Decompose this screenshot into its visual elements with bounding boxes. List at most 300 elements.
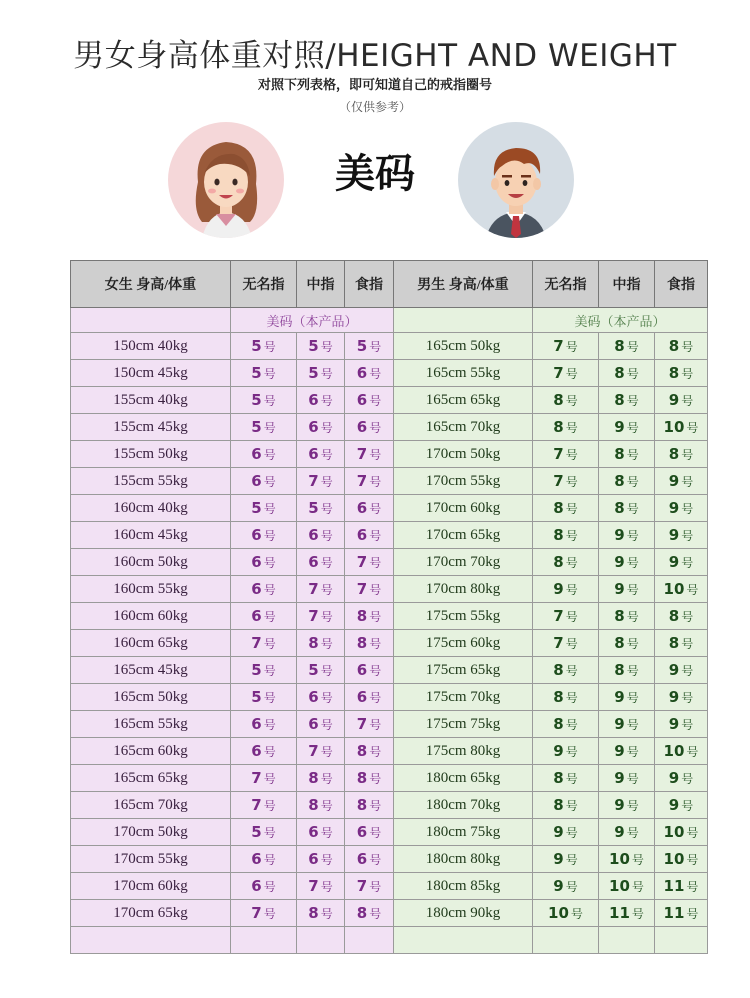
female-ring-finger-size-cell xyxy=(231,495,297,522)
male-index-finger-size-cell xyxy=(655,846,708,873)
male-middle-finger-size-cell xyxy=(599,360,655,387)
size-unit: 号 xyxy=(681,529,694,543)
size-number: 9 xyxy=(668,769,680,787)
size-number: 6 xyxy=(308,526,319,544)
size-number: 5 xyxy=(251,337,262,355)
female-size-system-label: 美码（本产品） xyxy=(231,308,394,333)
size-unit: 号 xyxy=(565,340,578,354)
size-unit: 号 xyxy=(320,745,333,759)
size-unit: 号 xyxy=(626,718,639,732)
size-unit: 号 xyxy=(320,853,333,867)
female-height-weight-cell: 170cm 65kg xyxy=(71,900,231,927)
size-number: 9 xyxy=(614,580,625,598)
size-number: 6 xyxy=(251,580,262,598)
female-middle-finger-size-cell xyxy=(297,333,345,360)
size-unit: 号 xyxy=(565,610,578,624)
size-unit: 号 xyxy=(626,340,639,354)
blank-cell xyxy=(345,927,394,954)
size-unit: 号 xyxy=(565,637,578,651)
size-number: 9 xyxy=(668,391,680,409)
size-unit: 号 xyxy=(263,799,276,813)
size-number: 6 xyxy=(356,364,368,382)
table-row xyxy=(71,576,708,603)
female-index-finger-size-cell xyxy=(345,630,394,657)
size-number: 9 xyxy=(553,823,564,841)
page-title: 男女身高体重对照/HEIGHT AND WEIGHT xyxy=(73,38,677,74)
female-ring-finger-size-cell xyxy=(231,873,297,900)
male-ring-finger-size-cell xyxy=(533,900,599,927)
table-row xyxy=(71,414,708,441)
size-number: 5 xyxy=(308,661,319,679)
size-unit: 号 xyxy=(263,880,276,894)
size-number: 7 xyxy=(356,877,368,895)
size-number: 5 xyxy=(308,364,319,382)
female-index-finger-size-cell xyxy=(345,549,394,576)
male-middle-finger-size-cell xyxy=(599,333,655,360)
size-unit: 号 xyxy=(626,772,639,786)
male-middle-finger-size-cell xyxy=(599,468,655,495)
size-unit: 号 xyxy=(263,610,276,624)
female-index-finger-size-cell xyxy=(345,819,394,846)
female-index-finger-size-cell xyxy=(345,522,394,549)
size-unit: 号 xyxy=(681,718,694,732)
size-number: 6 xyxy=(356,391,368,409)
size-number: 7 xyxy=(553,337,564,355)
table-row xyxy=(71,522,708,549)
size-number: 8 xyxy=(356,634,368,652)
size-unit: 号 xyxy=(320,799,333,813)
size-unit: 号 xyxy=(369,664,382,678)
size-number: 7 xyxy=(356,445,368,463)
size-number: 5 xyxy=(251,418,262,436)
female-ring-finger-size-cell xyxy=(231,765,297,792)
size-number: 9 xyxy=(614,796,625,814)
female-middle-finger-size-cell xyxy=(297,684,345,711)
female-middle-finger-size-cell xyxy=(297,468,345,495)
female-height-weight-header: 女生 身高/体重 xyxy=(71,261,231,308)
blank-cell xyxy=(231,927,297,954)
size-number: 8 xyxy=(308,769,319,787)
size-unit: 号 xyxy=(320,448,333,462)
man-avatar-icon xyxy=(458,122,574,238)
female-index-finger-size-cell xyxy=(345,468,394,495)
female-middle-finger-size-cell xyxy=(297,603,345,630)
female-height-weight-cell: 165cm 70kg xyxy=(71,792,231,819)
size-unit: 号 xyxy=(369,448,382,462)
size-unit: 号 xyxy=(681,610,694,624)
size-number: 6 xyxy=(308,391,319,409)
size-number: 8 xyxy=(356,742,368,760)
size-number: 6 xyxy=(308,715,319,733)
female-ring-finger-header: 无名指 xyxy=(231,261,297,308)
size-unit: 号 xyxy=(263,448,276,462)
size-number: 6 xyxy=(356,850,368,868)
female-middle-finger-size-cell xyxy=(297,900,345,927)
male-middle-finger-size-cell xyxy=(599,549,655,576)
table-row xyxy=(71,900,708,927)
size-unit: 号 xyxy=(320,475,333,489)
size-number: 6 xyxy=(251,742,262,760)
size-number: 9 xyxy=(614,418,625,436)
size-unit: 号 xyxy=(369,880,382,894)
size-unit: 号 xyxy=(369,853,382,867)
size-unit: 号 xyxy=(626,421,639,435)
size-number: 10 xyxy=(609,877,630,895)
size-unit: 号 xyxy=(626,583,639,597)
size-number: 6 xyxy=(308,418,319,436)
table-row xyxy=(71,738,708,765)
size-unit: 号 xyxy=(320,529,333,543)
size-unit: 号 xyxy=(369,637,382,651)
male-height-weight-cell: 175cm 65kg xyxy=(394,657,533,684)
female-index-finger-size-cell xyxy=(345,495,394,522)
size-unit: 号 xyxy=(369,421,382,435)
table-row xyxy=(71,495,708,522)
table-blank-row xyxy=(71,927,708,954)
size-number: 9 xyxy=(553,580,564,598)
size-unit: 号 xyxy=(681,772,694,786)
blank-cell xyxy=(655,927,708,954)
male-ring-finger-size-cell xyxy=(533,576,599,603)
table-row xyxy=(71,819,708,846)
size-number: 8 xyxy=(553,418,564,436)
blank-cell xyxy=(533,927,599,954)
size-unit: 号 xyxy=(263,394,276,408)
female-ring-finger-size-cell xyxy=(231,630,297,657)
size-number: 8 xyxy=(668,634,680,652)
size-number: 9 xyxy=(614,823,625,841)
size-unit: 号 xyxy=(681,691,694,705)
male-height-weight-cell: 175cm 60kg xyxy=(394,630,533,657)
size-unit: 号 xyxy=(626,610,639,624)
size-unit: 号 xyxy=(263,421,276,435)
size-unit: 号 xyxy=(686,583,699,597)
female-middle-finger-size-cell xyxy=(297,441,345,468)
size-unit: 号 xyxy=(681,637,694,651)
size-number: 8 xyxy=(356,607,368,625)
size-number: 11 xyxy=(609,904,630,922)
male-middle-finger-header: 中指 xyxy=(599,261,655,308)
size-number: 8 xyxy=(614,634,625,652)
male-ring-finger-size-cell xyxy=(533,765,599,792)
size-number: 9 xyxy=(553,850,564,868)
male-ring-finger-size-cell xyxy=(533,630,599,657)
male-ring-finger-size-cell xyxy=(533,792,599,819)
size-number: 5 xyxy=(308,499,319,517)
female-middle-finger-size-cell xyxy=(297,522,345,549)
male-index-finger-size-cell xyxy=(655,468,708,495)
male-index-finger-size-cell xyxy=(655,792,708,819)
size-unit: 号 xyxy=(369,907,382,921)
size-unit: 号 xyxy=(565,718,578,732)
male-middle-finger-size-cell xyxy=(599,414,655,441)
size-number: 10 xyxy=(663,850,685,868)
size-unit: 号 xyxy=(565,367,578,381)
size-unit: 号 xyxy=(320,772,333,786)
female-index-finger-size-cell xyxy=(345,900,394,927)
female-middle-finger-size-cell xyxy=(297,792,345,819)
size-unit: 号 xyxy=(565,853,578,867)
male-height-weight-cell: 175cm 70kg xyxy=(394,684,533,711)
size-unit: 号 xyxy=(263,583,276,597)
size-number: 10 xyxy=(663,742,685,760)
size-number: 6 xyxy=(356,418,368,436)
female-ring-finger-size-cell xyxy=(231,792,297,819)
female-ring-finger-size-cell xyxy=(231,603,297,630)
size-number: 7 xyxy=(553,445,564,463)
male-ring-finger-size-cell xyxy=(533,657,599,684)
male-middle-finger-size-cell xyxy=(599,819,655,846)
male-height-weight-cell: 180cm 65kg xyxy=(394,765,533,792)
male-ring-finger-size-cell xyxy=(533,603,599,630)
size-number: 7 xyxy=(553,472,564,490)
size-unit: 号 xyxy=(686,826,699,840)
male-blank-cell xyxy=(394,308,533,333)
female-ring-finger-size-cell xyxy=(231,900,297,927)
female-middle-finger-size-cell xyxy=(297,576,345,603)
size-unit: 号 xyxy=(565,691,578,705)
size-unit: 号 xyxy=(565,745,578,759)
size-unit: 号 xyxy=(681,664,694,678)
female-index-finger-size-cell xyxy=(345,738,394,765)
size-number: 9 xyxy=(668,796,680,814)
size-number: 6 xyxy=(356,526,368,544)
size-number: 7 xyxy=(356,472,368,490)
size-unit: 号 xyxy=(320,394,333,408)
female-middle-finger-size-cell xyxy=(297,387,345,414)
size-unit: 号 xyxy=(626,367,639,381)
male-index-finger-header: 食指 xyxy=(655,261,708,308)
size-number: 7 xyxy=(553,607,564,625)
size-number: 6 xyxy=(251,715,262,733)
size-number: 6 xyxy=(251,526,262,544)
size-number: 8 xyxy=(356,904,368,922)
size-unit: 号 xyxy=(369,394,382,408)
table-row xyxy=(71,387,708,414)
size-unit: 号 xyxy=(681,394,694,408)
male-height-weight-cell: 170cm 50kg xyxy=(394,441,533,468)
blank-cell xyxy=(599,927,655,954)
size-unit: 号 xyxy=(681,475,694,489)
size-system-title: 美码 xyxy=(335,151,415,197)
size-number: 8 xyxy=(668,445,680,463)
male-ring-finger-size-cell xyxy=(533,738,599,765)
size-unit: 号 xyxy=(369,583,382,597)
female-height-weight-cell: 160cm 65kg xyxy=(71,630,231,657)
size-unit: 号 xyxy=(681,502,694,516)
male-middle-finger-size-cell xyxy=(599,630,655,657)
size-number: 8 xyxy=(553,769,564,787)
male-middle-finger-size-cell xyxy=(599,522,655,549)
size-unit: 号 xyxy=(263,529,276,543)
size-unit: 号 xyxy=(631,880,644,894)
size-number: 7 xyxy=(553,634,564,652)
male-ring-finger-size-cell xyxy=(533,846,599,873)
female-middle-finger-size-cell xyxy=(297,765,345,792)
male-middle-finger-size-cell xyxy=(599,873,655,900)
female-height-weight-cell: 170cm 55kg xyxy=(71,846,231,873)
size-unit: 号 xyxy=(565,475,578,489)
table-row xyxy=(71,765,708,792)
male-middle-finger-size-cell xyxy=(599,495,655,522)
table-row xyxy=(71,333,708,360)
size-number: 6 xyxy=(356,688,368,706)
female-height-weight-cell: 160cm 55kg xyxy=(71,576,231,603)
male-ring-finger-size-cell xyxy=(533,387,599,414)
size-system-row xyxy=(71,308,708,333)
size-number: 7 xyxy=(308,607,319,625)
size-unit: 号 xyxy=(565,583,578,597)
size-unit: 号 xyxy=(320,340,333,354)
size-number: 11 xyxy=(663,904,685,922)
size-unit: 号 xyxy=(320,556,333,570)
size-unit: 号 xyxy=(263,853,276,867)
size-number: 9 xyxy=(668,715,680,733)
size-unit: 号 xyxy=(369,502,382,516)
size-unit: 号 xyxy=(320,610,333,624)
male-height-weight-cell: 175cm 75kg xyxy=(394,711,533,738)
male-height-weight-cell: 165cm 70kg xyxy=(394,414,533,441)
size-unit: 号 xyxy=(320,502,333,516)
blank-cell xyxy=(71,927,231,954)
male-ring-finger-size-cell xyxy=(533,414,599,441)
size-unit: 号 xyxy=(565,772,578,786)
size-unit: 号 xyxy=(369,745,382,759)
size-number: 6 xyxy=(308,553,319,571)
size-number: 9 xyxy=(614,553,625,571)
male-height-weight-cell: 170cm 55kg xyxy=(394,468,533,495)
female-ring-finger-size-cell xyxy=(231,441,297,468)
female-ring-finger-size-cell xyxy=(231,738,297,765)
female-height-weight-cell: 165cm 55kg xyxy=(71,711,231,738)
size-number: 6 xyxy=(251,553,262,571)
female-height-weight-cell: 170cm 50kg xyxy=(71,819,231,846)
size-number: 5 xyxy=(251,499,262,517)
size-number: 7 xyxy=(308,877,319,895)
male-index-finger-size-cell xyxy=(655,630,708,657)
size-number: 11 xyxy=(663,877,685,895)
male-height-weight-cell: 170cm 60kg xyxy=(394,495,533,522)
female-middle-finger-size-cell xyxy=(297,549,345,576)
male-height-weight-cell: 165cm 50kg xyxy=(394,333,533,360)
blank-cell xyxy=(394,927,533,954)
size-number: 9 xyxy=(668,553,680,571)
size-unit: 号 xyxy=(681,340,694,354)
size-unit: 号 xyxy=(369,340,382,354)
size-number: 6 xyxy=(356,499,368,517)
size-unit: 号 xyxy=(369,475,382,489)
size-number: 6 xyxy=(251,607,262,625)
size-number: 6 xyxy=(356,661,368,679)
table-row xyxy=(71,711,708,738)
ring-size-table xyxy=(70,260,708,954)
female-height-weight-cell: 165cm 65kg xyxy=(71,765,231,792)
male-ring-finger-size-cell xyxy=(533,333,599,360)
female-middle-finger-size-cell xyxy=(297,495,345,522)
size-number: 9 xyxy=(553,742,564,760)
male-ring-finger-size-cell xyxy=(533,522,599,549)
male-index-finger-size-cell xyxy=(655,873,708,900)
male-middle-finger-size-cell xyxy=(599,657,655,684)
size-number: 8 xyxy=(668,607,680,625)
male-index-finger-size-cell xyxy=(655,441,708,468)
size-unit: 号 xyxy=(686,880,699,894)
size-unit: 号 xyxy=(626,448,639,462)
table-row xyxy=(71,630,708,657)
reference-note: （仅供参考） xyxy=(338,100,411,114)
male-index-finger-size-cell xyxy=(655,738,708,765)
female-middle-finger-size-cell xyxy=(297,873,345,900)
male-ring-finger-size-cell xyxy=(533,711,599,738)
size-number: 9 xyxy=(668,526,680,544)
female-height-weight-cell: 155cm 45kg xyxy=(71,414,231,441)
male-middle-finger-size-cell xyxy=(599,441,655,468)
size-unit: 号 xyxy=(686,745,699,759)
male-height-weight-cell: 165cm 65kg xyxy=(394,387,533,414)
size-unit: 号 xyxy=(263,340,276,354)
size-unit: 号 xyxy=(565,880,578,894)
size-unit: 号 xyxy=(369,610,382,624)
size-number: 8 xyxy=(614,337,625,355)
size-unit: 号 xyxy=(263,367,276,381)
female-middle-finger-size-cell xyxy=(297,738,345,765)
size-number: 8 xyxy=(614,499,625,517)
size-unit: 号 xyxy=(681,556,694,570)
male-middle-finger-size-cell xyxy=(599,846,655,873)
size-number: 6 xyxy=(251,877,262,895)
size-unit: 号 xyxy=(320,637,333,651)
female-index-finger-size-cell xyxy=(345,792,394,819)
size-unit: 号 xyxy=(626,556,639,570)
male-height-weight-cell: 175cm 80kg xyxy=(394,738,533,765)
female-ring-finger-size-cell xyxy=(231,387,297,414)
size-number: 5 xyxy=(356,337,368,355)
male-ring-finger-header: 无名指 xyxy=(533,261,599,308)
male-height-weight-cell: 180cm 80kg xyxy=(394,846,533,873)
male-ring-finger-size-cell xyxy=(533,549,599,576)
female-height-weight-cell: 165cm 60kg xyxy=(71,738,231,765)
male-middle-finger-size-cell xyxy=(599,765,655,792)
female-index-finger-size-cell xyxy=(345,576,394,603)
size-number: 6 xyxy=(308,688,319,706)
size-number: 9 xyxy=(614,526,625,544)
size-unit: 号 xyxy=(369,718,382,732)
size-number: 10 xyxy=(663,580,685,598)
size-number: 8 xyxy=(308,904,319,922)
size-unit: 号 xyxy=(320,880,333,894)
size-unit: 号 xyxy=(626,475,639,489)
size-unit: 号 xyxy=(320,421,333,435)
size-unit: 号 xyxy=(626,826,639,840)
size-number: 7 xyxy=(356,580,368,598)
table-row xyxy=(71,684,708,711)
male-index-finger-size-cell xyxy=(655,900,708,927)
female-height-weight-cell: 160cm 45kg xyxy=(71,522,231,549)
size-number: 8 xyxy=(553,688,564,706)
size-number: 8 xyxy=(553,715,564,733)
female-index-finger-size-cell xyxy=(345,657,394,684)
size-unit: 号 xyxy=(681,367,694,381)
male-height-weight-cell: 170cm 70kg xyxy=(394,549,533,576)
male-middle-finger-size-cell xyxy=(599,711,655,738)
size-number: 9 xyxy=(614,715,625,733)
female-ring-finger-size-cell xyxy=(231,819,297,846)
size-number: 5 xyxy=(251,823,262,841)
male-height-weight-cell: 175cm 55kg xyxy=(394,603,533,630)
size-unit: 号 xyxy=(263,826,276,840)
male-index-finger-size-cell xyxy=(655,549,708,576)
size-number: 7 xyxy=(251,634,262,652)
